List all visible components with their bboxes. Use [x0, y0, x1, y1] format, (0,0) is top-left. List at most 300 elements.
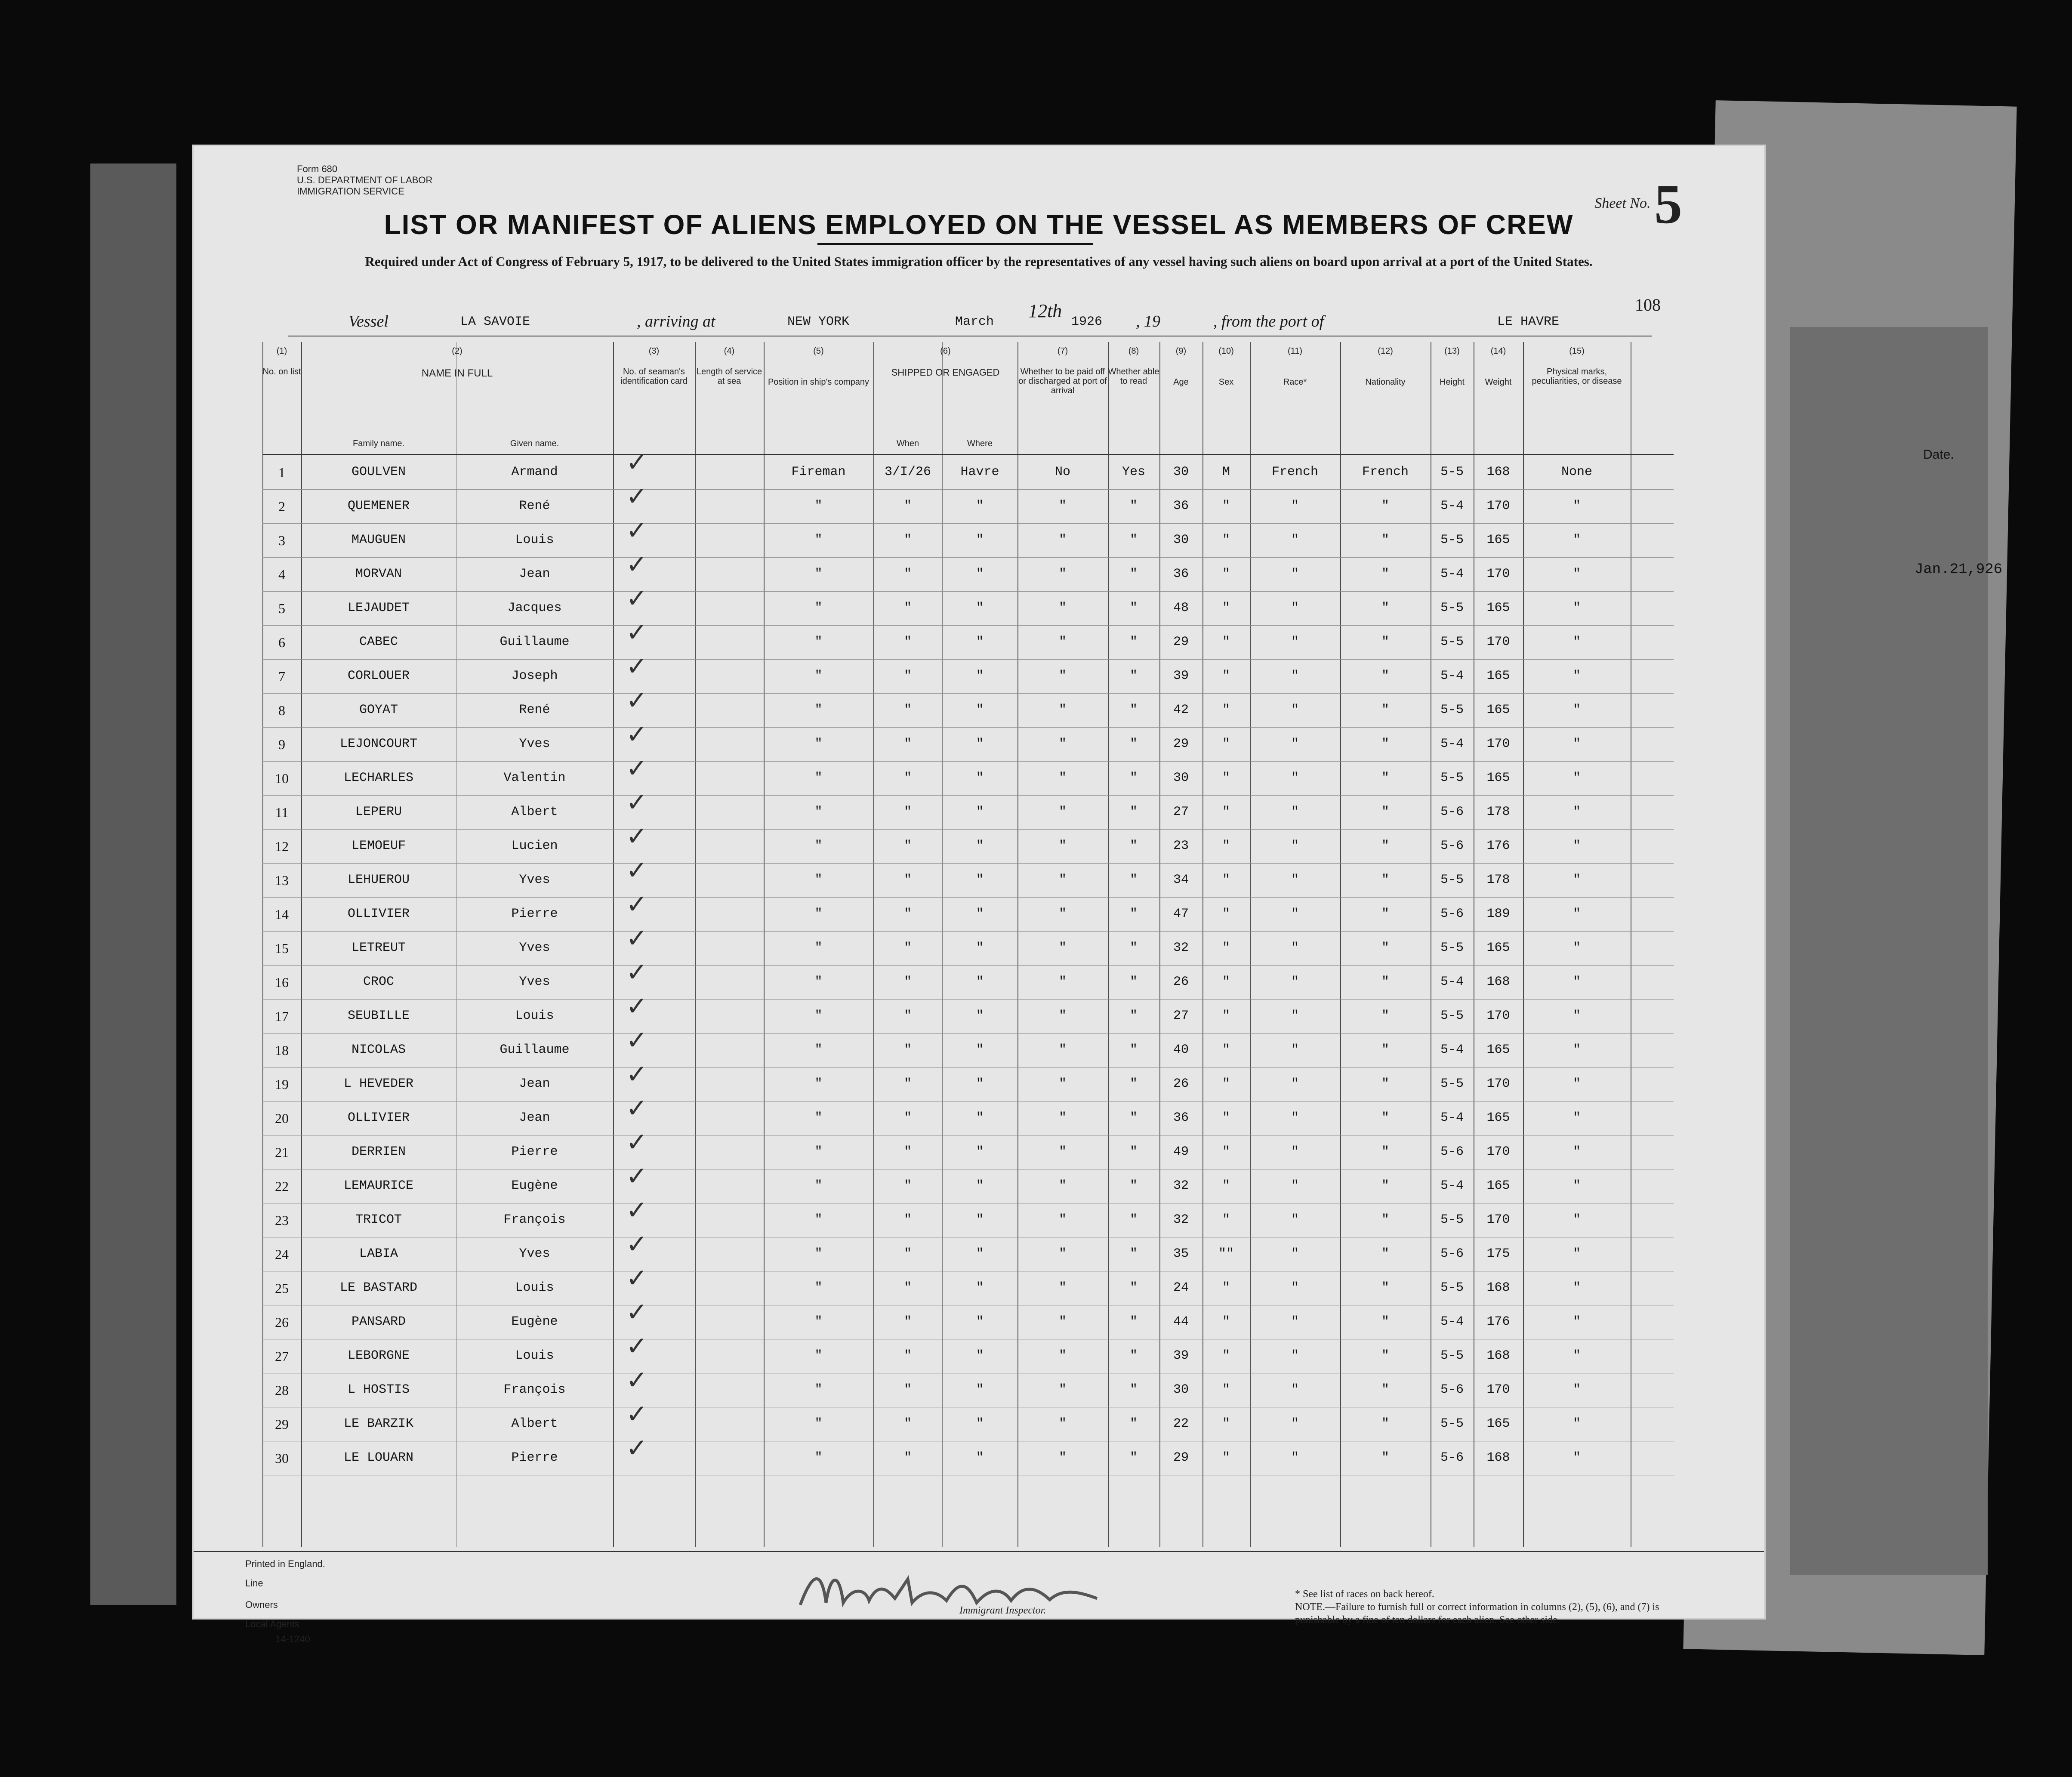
cell-paid: "	[1058, 771, 1067, 785]
table-row	[262, 1161, 1674, 1203]
checkmark-icon: ✓	[626, 753, 648, 784]
cell-marks: "	[1572, 635, 1581, 649]
cell-nat: "	[1381, 941, 1389, 955]
cell-weight: 165	[1486, 941, 1510, 955]
cell-nat: "	[1381, 975, 1389, 989]
cell-nat: "	[1381, 1077, 1389, 1091]
cell-read: "	[1129, 839, 1138, 853]
cell-race: "	[1291, 737, 1299, 751]
cell-age: 34	[1173, 873, 1189, 887]
cell-when: "	[903, 703, 912, 717]
cell-given: Jacques	[507, 601, 562, 615]
sheet-value: 5	[1654, 173, 1682, 235]
cell-given: François	[503, 1382, 566, 1397]
cell-given: Yves	[519, 737, 550, 751]
col-marks-header: (15) Physical marks, peculiarities, or disease	[1532, 346, 1622, 386]
cell-given: Yves	[519, 941, 550, 955]
cell-position: "	[814, 635, 823, 649]
cell-race: "	[1291, 975, 1299, 989]
cell-read: "	[1129, 1246, 1138, 1261]
cell-where: "	[976, 1145, 984, 1159]
cell-height: 5-6	[1440, 1382, 1464, 1397]
table-row	[262, 515, 1674, 558]
cell-family: LEHUEROU	[347, 873, 410, 887]
cell-height: 5-6	[1440, 1145, 1464, 1159]
cell-given: Joseph	[511, 669, 558, 683]
cell-when: "	[903, 1077, 912, 1091]
cell-no: 19	[275, 1077, 289, 1092]
cell-where: "	[976, 839, 984, 853]
cell-sex: "	[1222, 1348, 1230, 1363]
cell-weight: 189	[1486, 907, 1510, 921]
cell-when: "	[903, 567, 912, 581]
cell-when: "	[903, 1246, 912, 1261]
cell-when: "	[903, 941, 912, 955]
cell-where: "	[976, 1348, 984, 1363]
cell-race: "	[1291, 567, 1299, 581]
cell-read: "	[1129, 669, 1138, 683]
table-row	[262, 821, 1674, 864]
cell-sex: "	[1222, 1382, 1230, 1397]
table-row	[262, 617, 1674, 660]
cell-age: 36	[1173, 567, 1189, 581]
cell-height: 5-6	[1440, 839, 1464, 853]
table-row	[262, 447, 1674, 490]
cell-age: 49	[1173, 1145, 1189, 1159]
cell-where: "	[976, 601, 984, 615]
cell-sex: "	[1222, 1111, 1230, 1125]
cell-no: 8	[278, 703, 285, 718]
vessel-info	[336, 295, 1661, 338]
cell-paid: "	[1058, 839, 1067, 853]
cell-paid: "	[1058, 737, 1067, 751]
table-row	[262, 481, 1674, 524]
checkmark-icon: ✓	[626, 1093, 648, 1123]
cell-nat: "	[1381, 1382, 1389, 1397]
cell-family: CROC	[363, 975, 394, 989]
vessel-label: Vessel	[348, 312, 388, 330]
signature-scribble	[796, 1562, 1106, 1618]
cell-no: 12	[275, 839, 289, 854]
cell-read: "	[1129, 1450, 1138, 1465]
checkmark-icon: ✓	[626, 821, 648, 851]
cell-paid: No	[1054, 465, 1070, 479]
checkmark-icon: ✓	[626, 651, 648, 682]
cell-nat: French	[1362, 465, 1409, 479]
cell-age: 39	[1173, 669, 1189, 683]
cell-position: "	[814, 907, 823, 921]
cell-paid: "	[1058, 703, 1067, 717]
col-card-header: (3) No. of seaman's identification card	[620, 346, 688, 386]
from-port: LE HAVRE	[1497, 315, 1560, 329]
cell-read: "	[1129, 1416, 1138, 1431]
cell-given: René	[519, 703, 550, 717]
cell-position: "	[814, 1077, 823, 1091]
cell-nat: "	[1381, 635, 1389, 649]
cell-position: "	[814, 1348, 823, 1363]
cell-sex: "	[1222, 1280, 1230, 1295]
cell-height: 5-4	[1440, 1178, 1464, 1193]
cell-when: "	[903, 1145, 912, 1159]
table-row	[262, 957, 1674, 1000]
cell-race: French	[1271, 465, 1319, 479]
cell-weight: 170	[1486, 567, 1510, 581]
cell-when: "	[903, 1348, 912, 1363]
inspector-label: Immigrant Inspector.	[959, 1605, 1046, 1616]
table-row	[262, 889, 1674, 932]
col-nationality-header: (12) Nationality	[1365, 346, 1406, 387]
cell-weight: 165	[1486, 1416, 1510, 1431]
checkmark-icon: ✓	[626, 1365, 648, 1395]
cell-sex: "	[1222, 941, 1230, 955]
cell-nat: "	[1381, 499, 1389, 513]
cell-family: TRICOT	[355, 1212, 402, 1227]
cell-age: 27	[1173, 1009, 1189, 1023]
cell-family: QUEMENER	[347, 499, 410, 513]
table-row	[262, 1365, 1674, 1407]
cell-read: "	[1129, 975, 1138, 989]
cell-paid: "	[1058, 805, 1067, 819]
cell-when: "	[903, 805, 912, 819]
checkmark-icon: ✓	[626, 515, 648, 546]
cell-race: "	[1291, 499, 1299, 513]
cell-position: "	[814, 941, 823, 955]
cell-sex: "	[1222, 1145, 1230, 1159]
cell-weight: 176	[1486, 1314, 1510, 1329]
cell-where: "	[976, 1009, 984, 1023]
cell-height: 5-4	[1440, 1314, 1464, 1329]
cell-given: Armand	[511, 465, 558, 479]
col-age-header: (9) Age	[1173, 346, 1189, 387]
cell-position: "	[814, 1280, 823, 1295]
table-row	[262, 753, 1674, 796]
cell-given: Jean	[519, 1111, 550, 1125]
cell-sex: "	[1222, 1450, 1230, 1465]
cell-height: 5-4	[1440, 1043, 1464, 1057]
cell-race: "	[1291, 1178, 1299, 1193]
cell-age: 32	[1173, 1178, 1189, 1193]
agents-label: Local Agents	[245, 1619, 299, 1629]
cell-height: 5-5	[1440, 1416, 1464, 1431]
cell-nat: "	[1381, 1348, 1389, 1363]
cell-where: "	[976, 771, 984, 785]
cell-read: "	[1129, 1111, 1138, 1125]
cell-paid: "	[1058, 1450, 1067, 1465]
cell-sex: "	[1222, 1314, 1230, 1329]
table-row	[262, 1093, 1674, 1135]
background-date-value: Jan.21,926	[1915, 561, 2003, 578]
cell-marks: "	[1572, 1178, 1581, 1193]
cell-weight: 170	[1486, 635, 1510, 649]
cell-when: "	[903, 1043, 912, 1057]
cell-marks: "	[1572, 941, 1581, 955]
cell-age: 29	[1173, 737, 1189, 751]
cell-position: "	[814, 567, 823, 581]
cell-nat: "	[1381, 907, 1389, 921]
table-row	[262, 1059, 1674, 1101]
cell-age: 26	[1173, 1077, 1189, 1091]
cell-read: "	[1129, 1043, 1138, 1057]
cell-height: 5-5	[1440, 703, 1464, 717]
cell-where: "	[976, 567, 984, 581]
col-family-header: Family name.	[352, 439, 405, 448]
cell-read: "	[1129, 873, 1138, 887]
cell-age: 48	[1173, 601, 1189, 615]
cell-position: "	[814, 975, 823, 989]
footer-rule	[194, 1551, 1764, 1552]
cell-marks: "	[1572, 805, 1581, 819]
cell-family: LEJAUDET	[347, 601, 410, 615]
cell-read: "	[1129, 499, 1138, 513]
cell-read: "	[1129, 1009, 1138, 1023]
cell-given: Eugène	[511, 1314, 558, 1329]
cell-weight: 170	[1486, 499, 1510, 513]
cell-no: 7	[278, 669, 285, 684]
arriving-label: , arriving at	[637, 312, 715, 330]
arriving-port: NEW YORK	[787, 315, 850, 329]
cell-paid: "	[1058, 1348, 1067, 1363]
cell-marks: "	[1572, 1145, 1581, 1159]
cell-weight: 168	[1486, 465, 1510, 479]
cell-when: "	[903, 907, 912, 921]
cell-position: "	[814, 669, 823, 683]
cell-family: OLLIVIER	[347, 907, 410, 921]
cell-sex: "	[1222, 567, 1230, 581]
cell-family: DERRIEN	[351, 1145, 406, 1159]
checkmark-icon: ✓	[626, 1195, 648, 1225]
checkmark-icon: ✓	[626, 1127, 648, 1157]
cell-age: 44	[1173, 1314, 1189, 1329]
printed-note: Printed in England.	[245, 1558, 325, 1569]
cell-no: 10	[275, 771, 289, 786]
department: U.S. DEPARTMENT OF LABOR	[297, 175, 433, 185]
cell-position: "	[814, 703, 823, 717]
cell-marks: "	[1572, 1450, 1581, 1465]
cell-race: "	[1291, 1416, 1299, 1431]
cell-read: "	[1129, 1212, 1138, 1227]
cell-sex: "	[1222, 635, 1230, 649]
cell-family: GOYAT	[359, 703, 398, 717]
cell-position: "	[814, 1382, 823, 1397]
col-weight-header: (14) Weight	[1485, 346, 1512, 387]
cell-where: "	[976, 805, 984, 819]
cell-height: 5-5	[1440, 533, 1464, 547]
cell-marks: "	[1572, 1043, 1581, 1057]
cell-read: "	[1129, 1178, 1138, 1193]
cell-position: "	[814, 533, 823, 547]
cell-nat: "	[1381, 1280, 1389, 1295]
table-row	[262, 549, 1674, 592]
cell-weight: 165	[1486, 1178, 1510, 1193]
cell-position: "	[814, 873, 823, 887]
col-sex-header: (10) Sex	[1218, 346, 1234, 387]
cell-family: LEJONCOURT	[339, 737, 418, 751]
cell-where: "	[976, 1043, 984, 1057]
cell-marks: "	[1572, 1314, 1581, 1329]
cell-sex: "	[1222, 499, 1230, 513]
cell-family: LEMAURICE	[343, 1178, 414, 1193]
checkmark-icon: ✓	[626, 719, 648, 750]
date-year: 1926	[1071, 315, 1103, 329]
cell-paid: "	[1058, 669, 1067, 683]
cell-read: "	[1129, 567, 1138, 581]
cell-no: 17	[275, 1009, 289, 1024]
cell-height: 5-5	[1440, 873, 1464, 887]
cell-no: 13	[275, 873, 289, 888]
cell-where: "	[976, 737, 984, 751]
cell-nat: "	[1381, 1246, 1389, 1261]
cell-position: "	[814, 1212, 823, 1227]
form-code: 14-1240	[275, 1634, 310, 1644]
cell-position: "	[814, 1246, 823, 1261]
checkmark-icon: ✓	[626, 855, 648, 885]
cell-race: "	[1291, 601, 1299, 615]
cell-paid: "	[1058, 635, 1067, 649]
cell-weight: 168	[1486, 1450, 1510, 1465]
cell-family: CABEC	[359, 635, 398, 649]
form-number: Form 680	[297, 164, 338, 174]
cell-position: "	[814, 499, 823, 513]
cell-where: "	[976, 1178, 984, 1193]
cell-height: 5-4	[1440, 567, 1464, 581]
cell-nat: "	[1381, 533, 1389, 547]
cell-when: "	[903, 1111, 912, 1125]
cell-height: 5-5	[1440, 941, 1464, 955]
cell-nat: "	[1381, 1450, 1389, 1465]
crew-table	[262, 342, 1674, 1547]
checkmark-icon: ✓	[626, 1229, 648, 1259]
table-row	[262, 1025, 1674, 1067]
background-sheet-dark	[1790, 327, 1988, 1575]
cell-no: 29	[275, 1416, 289, 1432]
cell-where: "	[976, 1450, 984, 1465]
cell-marks: "	[1572, 873, 1581, 887]
cell-given: Yves	[519, 873, 550, 887]
cell-when: "	[903, 873, 912, 887]
cell-weight: 165	[1486, 601, 1510, 615]
cell-nat: "	[1381, 601, 1389, 615]
table-row	[262, 787, 1674, 830]
cell-age: 22	[1173, 1416, 1189, 1431]
checkmark-icon: ✓	[626, 1433, 648, 1463]
cell-sex: "	[1222, 907, 1230, 921]
checkmark-icon: ✓	[626, 583, 648, 614]
cell-height: 5-5	[1440, 1212, 1464, 1227]
cell-paid: "	[1058, 1043, 1067, 1057]
cell-paid: "	[1058, 1280, 1067, 1295]
cell-marks: "	[1572, 975, 1581, 989]
footer-labels	[245, 1558, 325, 1644]
cell-height: 5-4	[1440, 1111, 1464, 1125]
cell-family: LE LOUARN	[343, 1450, 414, 1465]
cell-given: François	[503, 1212, 566, 1227]
cell-weight: 175	[1486, 1246, 1510, 1261]
cell-sex: "	[1222, 839, 1230, 853]
cell-age: 47	[1173, 907, 1189, 921]
cell-when: "	[903, 1416, 912, 1431]
col-race-header: (11) Race*	[1283, 346, 1307, 387]
cell-height: 5-6	[1440, 1450, 1464, 1465]
cell-when: "	[903, 635, 912, 649]
cell-family: LECHARLES	[343, 771, 414, 785]
cell-sex: ""	[1218, 1246, 1234, 1261]
cell-given: Pierre	[511, 907, 558, 921]
cell-where: "	[976, 669, 984, 683]
cell-no: 24	[275, 1246, 289, 1262]
cell-paid: "	[1058, 1246, 1067, 1261]
table-row	[262, 1229, 1674, 1271]
cell-paid: "	[1058, 1314, 1067, 1329]
cell-sex: "	[1222, 1077, 1230, 1091]
cell-marks: None	[1561, 465, 1592, 479]
checkmark-icon: ✓	[626, 1297, 648, 1327]
cell-marks: "	[1572, 601, 1581, 615]
cell-paid: "	[1058, 499, 1067, 513]
cell-paid: "	[1058, 1077, 1067, 1091]
cell-paid: "	[1058, 1178, 1067, 1193]
checkmark-icon: ✓	[626, 1263, 648, 1293]
cell-paid: "	[1058, 1416, 1067, 1431]
races-note: * See list of races on back hereof.	[1295, 1589, 1434, 1600]
cell-weight: 170	[1486, 1077, 1510, 1091]
cell-age: 30	[1173, 771, 1189, 785]
cell-where: "	[976, 975, 984, 989]
cell-sex: "	[1222, 1212, 1230, 1227]
cell-height: 5-5	[1440, 1348, 1464, 1363]
col-no-header: (1) No. on list	[262, 346, 301, 376]
col-when-header: When	[896, 439, 919, 448]
checkmark-icon: ✓	[626, 1059, 648, 1089]
cell-paid: "	[1058, 1212, 1067, 1227]
cell-weight: 168	[1486, 1348, 1510, 1363]
cell-nat: "	[1381, 1416, 1389, 1431]
cell-where: "	[976, 1314, 984, 1329]
page-subtitle: Required under Act of Congress of February 5, 1917, to be delivered to the United States immigration officer by the representatives of any vessel having such aliens on board upon arrival at a port of the United States.	[365, 254, 1593, 269]
cell-age: 30	[1173, 533, 1189, 547]
cell-weight: 165	[1486, 771, 1510, 785]
background-ledger-strip	[90, 164, 176, 1605]
cell-where: "	[976, 1382, 984, 1397]
cell-marks: "	[1572, 839, 1581, 853]
cell-marks: "	[1572, 533, 1581, 547]
checkmark-icon: ✓	[626, 1025, 648, 1055]
cell-marks: "	[1572, 1077, 1581, 1091]
cell-when: "	[903, 1450, 912, 1465]
cell-height: 5-5	[1440, 1280, 1464, 1295]
cell-given: Pierre	[511, 1450, 558, 1465]
cell-weight: 178	[1486, 873, 1510, 887]
cell-age: 36	[1173, 1111, 1189, 1125]
cell-family: LETREUT	[351, 941, 406, 955]
table-row	[262, 685, 1674, 728]
cell-paid: "	[1058, 1009, 1067, 1023]
cell-sex: "	[1222, 1009, 1230, 1023]
cell-where: "	[976, 533, 984, 547]
cell-race: "	[1291, 1246, 1299, 1261]
cell-nat: "	[1381, 1009, 1389, 1023]
cell-given: Jean	[519, 1077, 550, 1091]
table-row	[262, 719, 1674, 762]
cell-race: "	[1291, 1348, 1299, 1363]
cell-height: 5-5	[1440, 635, 1464, 649]
cell-race: "	[1291, 839, 1299, 853]
cell-paid: "	[1058, 1145, 1067, 1159]
cell-no: 20	[275, 1111, 289, 1126]
cell-marks: "	[1572, 907, 1581, 921]
cell-no: 15	[275, 941, 289, 956]
cell-race: "	[1291, 907, 1299, 921]
cell-read: "	[1129, 737, 1138, 751]
